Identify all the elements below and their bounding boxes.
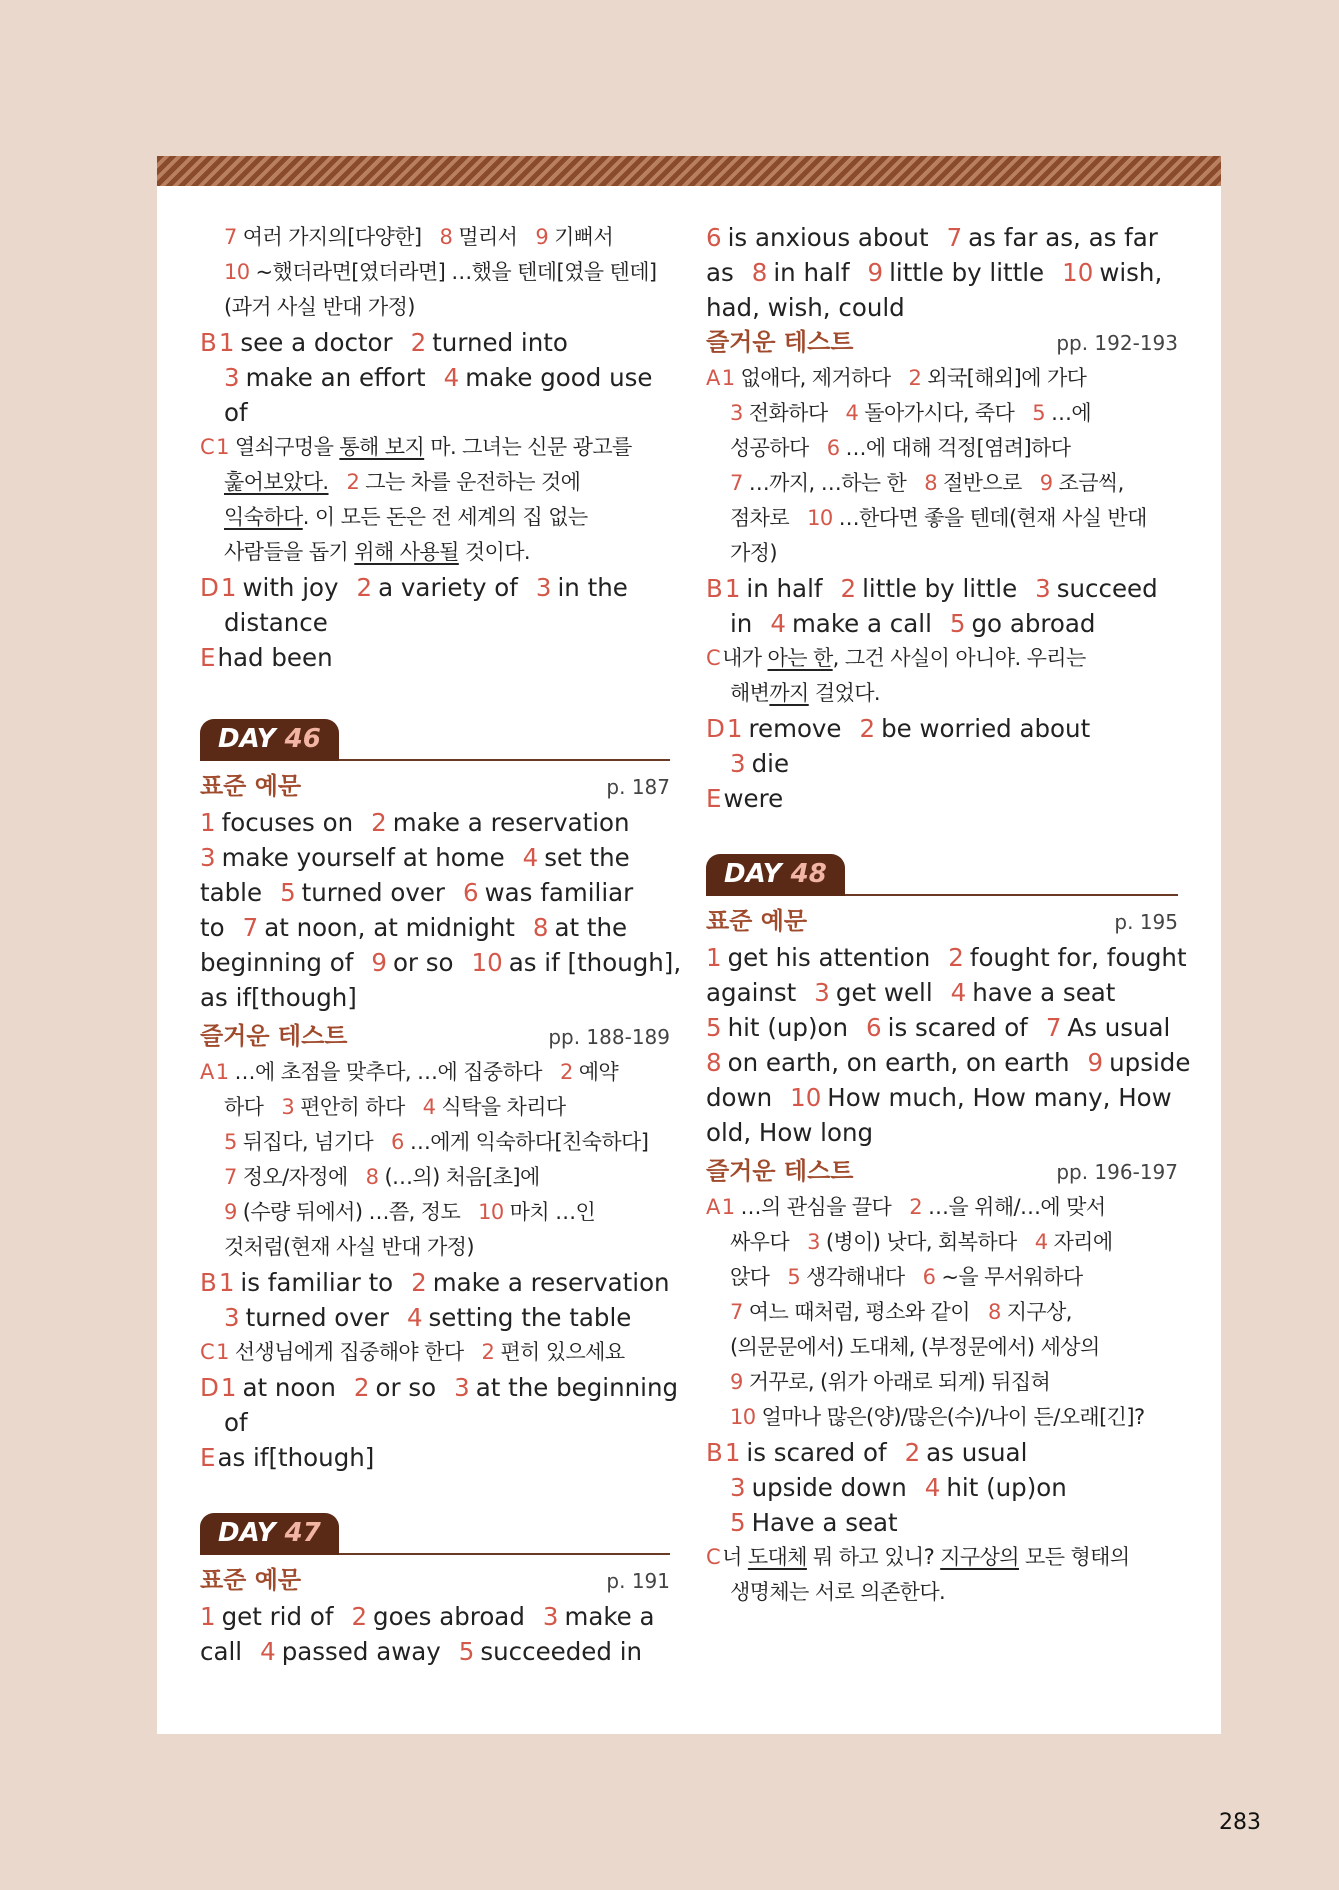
answer-A: A1 …에 초점을 맞추다, …에 집중하다 2 예약 (200, 1060, 619, 1084)
answer-line: 가정) (730, 541, 777, 565)
answer-line: had, wish, could (706, 293, 905, 322)
answer-line: distance (224, 608, 328, 637)
page-number: 283 (1219, 1810, 1261, 1835)
answer-line: in 4 make a call 5 go abroad (730, 609, 1096, 638)
section-heading: 표준 예문 p. 195 (706, 907, 1178, 935)
answer-E: Ewere (706, 784, 784, 813)
day-badge: DAY 46 (200, 719, 339, 761)
answer-line: 9 (수량 뒤에서) …쯤, 정도 10 마치 …인 (224, 1200, 596, 1224)
answer-line: 9 거꾸로, (위가 아래로 되게) 뒤집혀 (730, 1370, 1051, 1394)
answer-line: 해변까지 걸었다. (730, 681, 880, 705)
answer-line: 성공하다 6 …에 대해 걱정[염려]하다 (730, 436, 1071, 460)
answer-line: 7 여러 가지의[다양한] 8 멀리서 9 기뻐서 (224, 225, 614, 249)
answer-B: B1 is familiar to 2 make a reservation (200, 1268, 670, 1297)
answer-line: 6 is anxious about 7 as far as, as far (706, 223, 1158, 252)
answer-line: to 7 at noon, at midnight 8 at the (200, 913, 628, 942)
day-48-header (706, 850, 1178, 896)
answer-line: (과거 사실 반대 가정) (224, 295, 415, 319)
section-heading: 즐거운 테스트 pp. 192-193 (706, 328, 1178, 356)
answer-line: as if[though] (200, 983, 357, 1012)
answer-line: 1 get rid of 2 goes abroad 3 make a (200, 1602, 655, 1631)
day-badge: DAY 47 (200, 1513, 339, 1555)
answer-line: 1 focuses on 2 make a reservation (200, 808, 630, 837)
answer-line: 3 전화하다 4 돌아가시다, 죽다 5 …에 (730, 401, 1092, 425)
answer-line: 생명체는 서로 의존한다. (730, 1580, 946, 1604)
answer-C: C1 선생님에게 집중해야 한다 2 편히 있으세요 (200, 1340, 625, 1364)
answer-E: Ehad been (200, 643, 333, 672)
answer-C: C내가 아는 한, 그건 사실이 아니야. 우리는 (706, 646, 1086, 670)
answer-line: 3 make an effort 4 make good use (224, 363, 653, 392)
section-heading: 표준 예문 p. 191 (200, 1566, 670, 1594)
answer-line: 8 on earth, on earth, on earth 9 upside (706, 1048, 1191, 1077)
answer-B: B1 see a doctor 2 turned into (200, 328, 568, 357)
answer-line: 훑어보았다. 2 그는 차를 운전하는 것에 (224, 470, 581, 494)
answer-line: of (224, 1408, 248, 1437)
answer-line: 점차로 10 …한다면 좋을 텐데(현재 사실 반대 (730, 506, 1147, 530)
section-heading: 즐거운 테스트 pp. 196-197 (706, 1157, 1178, 1185)
answer-line: 3 make yourself at home 4 set the (200, 843, 630, 872)
answer-line: 사람들을 돕기 위해 사용될 것이다. (224, 540, 531, 564)
answer-line: beginning of 9 or so 10 as if [though], (200, 948, 682, 977)
answer-B: B1 is scared of 2 as usual (706, 1438, 1028, 1467)
answer-line: down 10 How much, How many, How (706, 1083, 1172, 1112)
answer-C: C너 도대체 뭐 하고 있니? 지구상의 모든 형태의 (706, 1545, 1130, 1569)
answer-line: old, How long (706, 1118, 874, 1147)
answer-D: D1 at noon 2 or so 3 at the beginning (200, 1373, 679, 1402)
answer-A: A1 …의 관심을 끌다 2 …을 위해/…에 맞서 (706, 1195, 1106, 1219)
answer-D: D1 remove 2 be worried about (706, 714, 1091, 743)
answer-line: 10 ~했더라면[였더라면] …했을 텐데[였을 텐데] (224, 260, 657, 284)
answer-line: 3 turned over 4 setting the table (224, 1303, 632, 1332)
answer-line: as 8 in half 9 little by little 10 wish, (706, 258, 1163, 287)
answer-line: table 5 turned over 6 was familiar (200, 878, 634, 907)
answer-line: 3 upside down 4 hit (up)on (730, 1473, 1067, 1502)
answer-line: (의문문에서) 도대체, (부정문에서) 세상의 (730, 1335, 1100, 1359)
answer-B: B1 in half 2 little by little 3 succeed (706, 574, 1158, 603)
header-stripe-band (157, 156, 1221, 186)
answer-line: 것처럼(현재 사실 반대 가정) (224, 1235, 474, 1259)
answer-line: 3 die (730, 749, 790, 778)
left-column (200, 220, 682, 1669)
answer-line: 1 get his attention 2 fought for, fought (706, 943, 1187, 972)
answer-line: 7 여느 때처럼, 평소와 같이 8 지구상, (730, 1300, 1072, 1324)
answer-line: 7 정오/자정에 8 (…의) 처음[초]에 (224, 1165, 540, 1189)
answer-line: call 4 passed away 5 succeeded in (200, 1637, 643, 1666)
answer-line: 5 뒤집다, 넘기다 6 …에게 익숙하다[친숙하다] (224, 1130, 649, 1154)
answer-line: 5 Have a seat (730, 1508, 898, 1537)
answer-D: D1 with joy 2 a variety of 3 in the (200, 573, 628, 602)
answer-A: A1 없애다, 제거하다 2 외국[해외]에 가다 (706, 366, 1087, 390)
answer-line: 10 얼마나 많은(양)/많은(수)/나이 든/오래[긴]? (730, 1405, 1145, 1429)
answer-line: 하다 3 편안히 하다 4 식탁을 차리다 (224, 1095, 566, 1119)
section-heading: 표준 예문 p. 187 (200, 772, 670, 800)
answer-C: C1 열쇠구멍을 통해 보지 마. 그녀는 신문 광고를 (200, 435, 632, 459)
answer-line: of (224, 398, 248, 427)
answer-line: 앉다 5 생각해내다 6 ~을 무서워하다 (730, 1265, 1083, 1289)
right-column (706, 220, 1191, 1610)
day-badge: DAY 48 (706, 854, 845, 896)
answer-line: 7 …까지, …하는 한 8 절반으로 9 조금씩, (730, 471, 1124, 495)
day-47-header (200, 1509, 670, 1555)
answer-line: 5 hit (up)on 6 is scared of 7 As usual (706, 1013, 1171, 1042)
day-46-header (200, 715, 670, 761)
answer-line: 익숙하다. 이 모든 돈은 전 세계의 집 없는 (224, 505, 588, 529)
answer-line: 싸우다 3 (병이) 낫다, 회복하다 4 자리에 (730, 1230, 1113, 1254)
answer-line: against 3 get well 4 have a seat (706, 978, 1116, 1007)
section-heading: 즐거운 테스트 pp. 188-189 (200, 1022, 670, 1050)
answer-E: Eas if[though] (200, 1443, 375, 1472)
